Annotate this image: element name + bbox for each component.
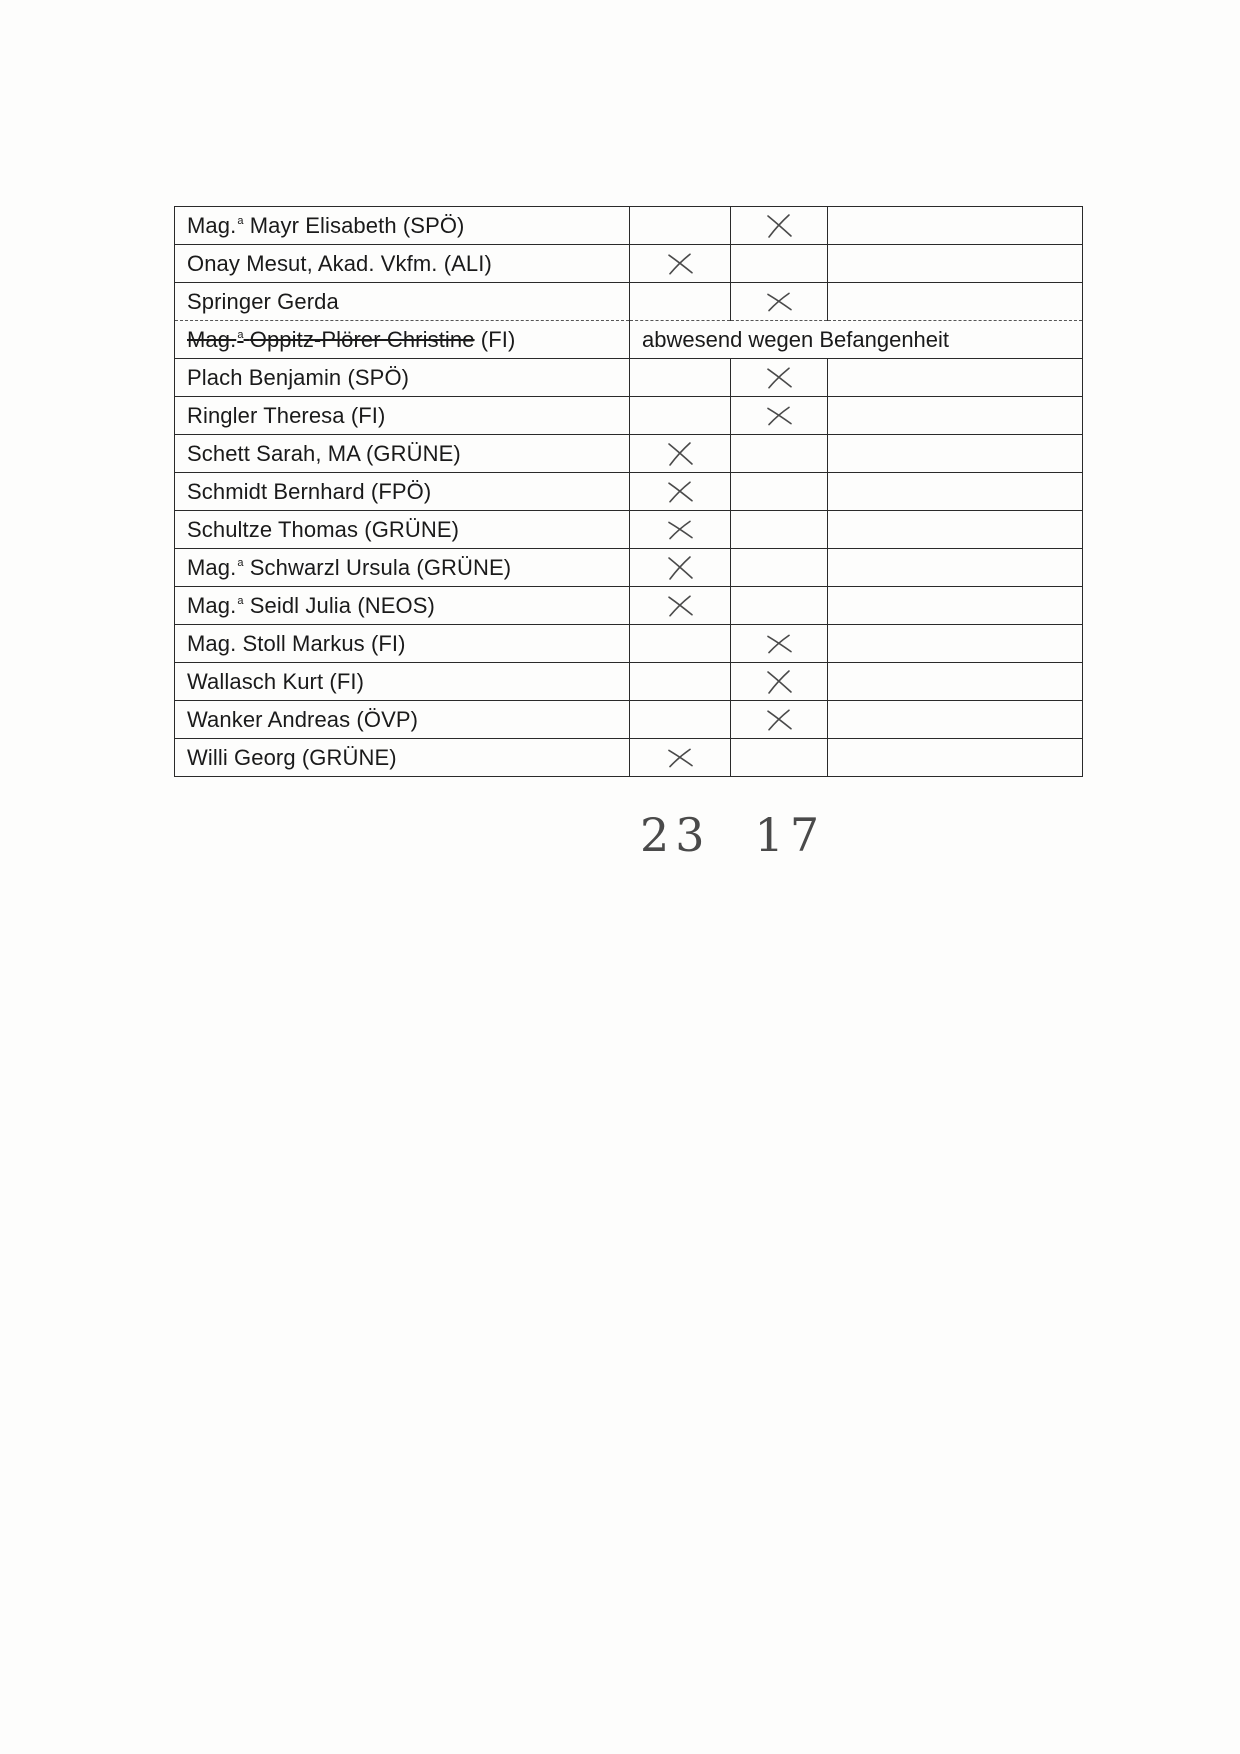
handwritten-vote-totals	[640, 808, 825, 862]
vote-yes-cell	[630, 587, 731, 625]
x-mark-icon	[665, 479, 695, 505]
vote-abstain-cell	[828, 397, 1083, 435]
vote-abstain-cell	[828, 359, 1083, 397]
member-name: Oppitz-Plörer Christine	[249, 326, 475, 352]
member-name-cell	[175, 473, 630, 511]
x-mark-icon	[665, 441, 695, 467]
vote-no-cell	[731, 511, 828, 549]
title-prefix-superscript: a	[237, 594, 244, 607]
vote-abstain-cell	[828, 739, 1083, 777]
title-prefix: Mag.	[187, 592, 237, 618]
table-row	[175, 511, 1083, 549]
member-name-cell	[175, 435, 630, 473]
absence-note-cell	[630, 321, 1083, 359]
x-mark-icon	[764, 289, 794, 315]
member-name: Ringler Theresa (FI)	[187, 402, 386, 428]
vote-abstain-cell	[828, 435, 1083, 473]
x-mark-icon	[665, 517, 695, 543]
member-name: Mayr Elisabeth (SPÖ)	[249, 212, 465, 238]
vote-abstain-cell	[828, 511, 1083, 549]
member-name-cell	[175, 207, 630, 245]
vote-no-cell	[731, 207, 828, 245]
x-mark-icon	[665, 745, 695, 771]
member-name-cell	[175, 739, 630, 777]
x-mark-icon	[665, 555, 695, 581]
vote-no-cell	[731, 701, 828, 739]
vote-no-cell	[731, 435, 828, 473]
member-name-cell	[175, 625, 630, 663]
vote-table-body	[175, 207, 1083, 777]
vote-yes-cell	[630, 511, 731, 549]
member-name-cell	[175, 359, 630, 397]
member-name-cell	[175, 245, 630, 283]
vote-no-cell	[731, 359, 828, 397]
vote-table	[174, 206, 1083, 777]
member-name: Wallasch Kurt (FI)	[187, 668, 365, 694]
absence-note: abwesend wegen Befangenheit	[642, 326, 950, 352]
table-row	[175, 207, 1083, 245]
vote-no-cell	[731, 245, 828, 283]
member-name-cell	[175, 511, 630, 549]
vote-no-cell	[731, 739, 828, 777]
vote-yes-cell	[630, 245, 731, 283]
vote-abstain-cell	[828, 587, 1083, 625]
vote-yes-cell	[630, 435, 731, 473]
handwritten-total-first: 23	[640, 808, 711, 862]
table-row	[175, 739, 1083, 777]
vote-yes-cell	[630, 359, 731, 397]
member-name: Willi Georg (GRÜNE)	[187, 744, 397, 770]
table-row	[175, 321, 1083, 359]
vote-yes-cell	[630, 473, 731, 511]
x-mark-icon	[764, 213, 794, 239]
member-name: Seidl Julia (NEOS)	[249, 592, 435, 618]
table-row	[175, 625, 1083, 663]
vote-no-cell	[731, 549, 828, 587]
vote-abstain-cell	[828, 549, 1083, 587]
x-mark-icon	[764, 631, 794, 657]
table-row	[175, 283, 1083, 321]
vote-no-cell	[731, 473, 828, 511]
member-name: Schwarzl Ursula (GRÜNE)	[249, 554, 512, 580]
vote-abstain-cell	[828, 701, 1083, 739]
handwritten-total-second: 17	[754, 808, 826, 862]
member-name-cell	[175, 663, 630, 701]
title-prefix: Mag.	[187, 212, 237, 238]
member-name-cell	[175, 587, 630, 625]
x-mark-icon	[764, 403, 794, 429]
member-name: Plach Benjamin (SPÖ)	[187, 364, 410, 390]
vote-yes-cell	[630, 397, 731, 435]
member-name-cell	[175, 321, 630, 359]
member-name-cell	[175, 397, 630, 435]
title-prefix: Mag.	[187, 554, 237, 580]
member-name: Springer Gerda	[187, 288, 339, 314]
member-name: Schultze Thomas (GRÜNE)	[187, 516, 460, 542]
member-name-cell	[175, 549, 630, 587]
vote-yes-cell	[630, 625, 731, 663]
vote-yes-cell	[630, 663, 731, 701]
member-name-cell	[175, 283, 630, 321]
table-row	[175, 663, 1083, 701]
vote-no-cell	[731, 663, 828, 701]
x-mark-icon	[764, 669, 794, 695]
vote-no-cell	[731, 587, 828, 625]
x-mark-icon	[764, 707, 794, 733]
member-name-cell	[175, 701, 630, 739]
table-row	[175, 359, 1083, 397]
x-mark-icon	[764, 365, 794, 391]
table-row	[175, 397, 1083, 435]
vote-yes-cell	[630, 207, 731, 245]
member-name: Schett Sarah, MA (GRÜNE)	[187, 440, 461, 466]
title-prefix-superscript: a	[237, 328, 244, 341]
vote-yes-cell	[630, 549, 731, 587]
vote-abstain-cell	[828, 207, 1083, 245]
table-row	[175, 549, 1083, 587]
vote-abstain-cell	[828, 283, 1083, 321]
vote-yes-cell	[630, 701, 731, 739]
vote-no-cell	[731, 397, 828, 435]
member-name: Onay Mesut, Akad. Vkfm. (ALI)	[187, 250, 492, 276]
vote-abstain-cell	[828, 473, 1083, 511]
title-prefix: Mag.	[187, 326, 237, 352]
table-row	[175, 701, 1083, 739]
member-name: Wanker Andreas (ÖVP)	[187, 706, 419, 732]
vote-abstain-cell	[828, 625, 1083, 663]
vote-yes-cell	[630, 283, 731, 321]
member-name: Mag. Stoll Markus (FI)	[187, 630, 406, 656]
table-row	[175, 245, 1083, 283]
title-prefix-superscript: a	[237, 556, 244, 569]
vote-no-cell	[731, 283, 828, 321]
vote-abstain-cell	[828, 245, 1083, 283]
table-row	[175, 435, 1083, 473]
title-prefix-superscript: a	[237, 214, 244, 227]
member-party: (FI)	[480, 326, 516, 352]
x-mark-icon	[665, 593, 695, 619]
vote-yes-cell	[630, 739, 731, 777]
x-mark-icon	[665, 251, 695, 277]
vote-abstain-cell	[828, 663, 1083, 701]
member-name: Schmidt Bernhard (FPÖ)	[187, 478, 432, 504]
table-row	[175, 473, 1083, 511]
table-row	[175, 587, 1083, 625]
vote-no-cell	[731, 625, 828, 663]
